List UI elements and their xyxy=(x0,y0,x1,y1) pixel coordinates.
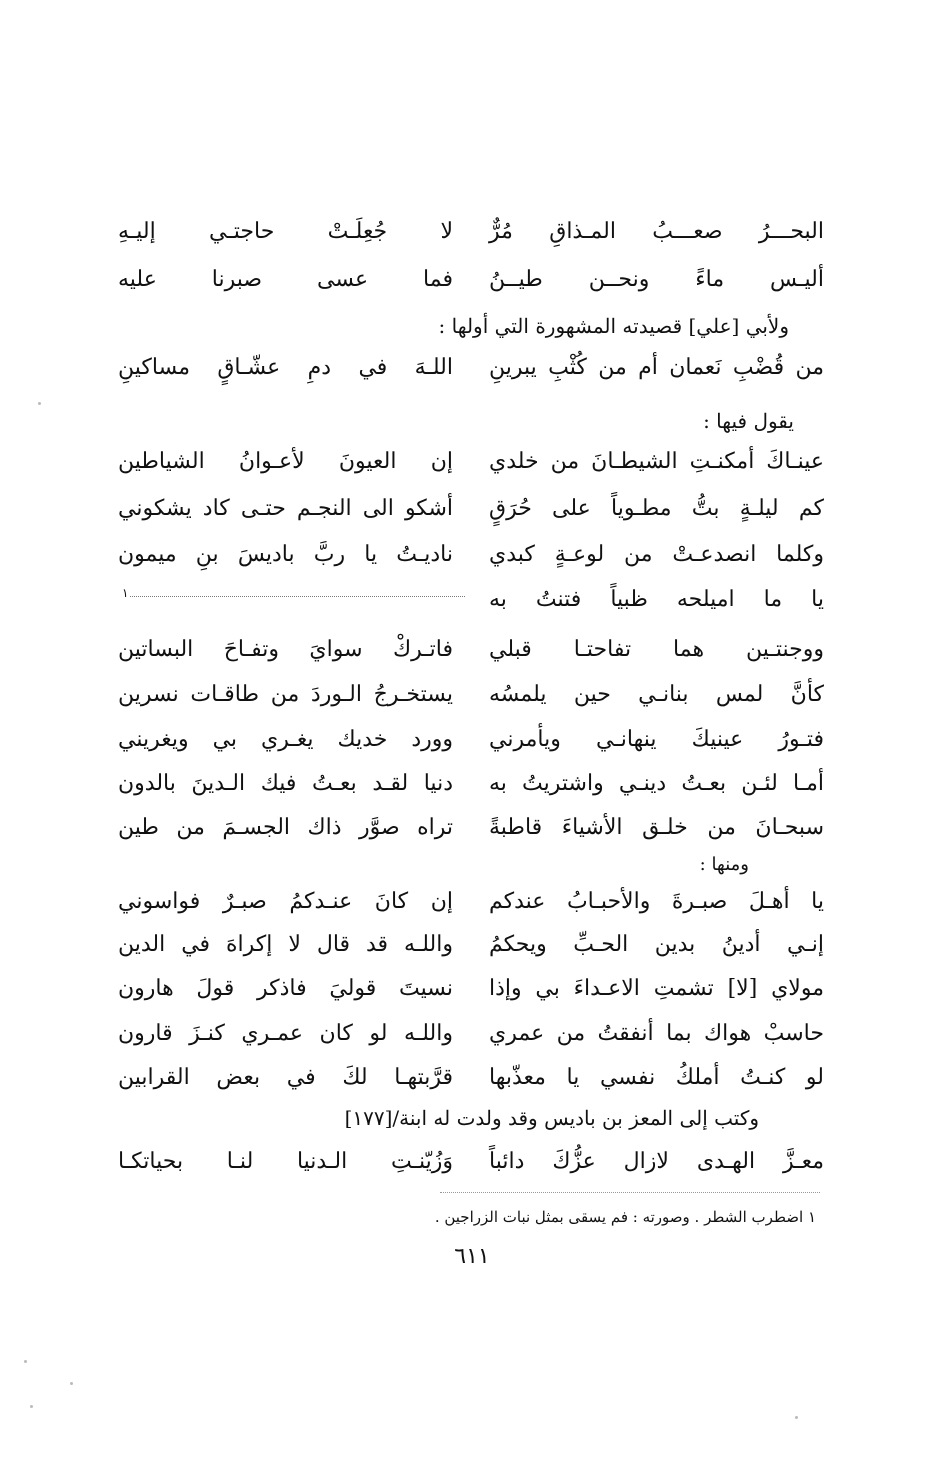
hemistich-left: يستخـرجُ الـوردَ من طاقـات نسرين xyxy=(118,682,453,707)
footnote-separator xyxy=(440,1192,820,1193)
scan-speck xyxy=(70,1382,73,1385)
scan-speck xyxy=(38,402,41,405)
hemistich-left: تراه صوَّر ذاك الجسـمَ من طين xyxy=(118,815,453,840)
page-number: ٦١١ xyxy=(454,1244,490,1269)
from-it-heading: ومنها : xyxy=(699,854,749,875)
footnote-marker: ١ xyxy=(122,586,129,600)
hemistich-right: مولاي [لا] تشمتِ الاعـداءَ بي وإذا xyxy=(489,976,824,1001)
verse-2 xyxy=(118,258,824,302)
scan-speck xyxy=(30,1405,33,1408)
scan-speck xyxy=(795,1416,798,1419)
hemistich-right: البحـــرُ صعـــبُ المـذاقِ مُرٌّ xyxy=(489,219,824,244)
hemistich-left: اللـهَ في دمِ عشّـاقٍ مساكينِ xyxy=(118,355,453,380)
hemistich-right: فتـورُ عينيكَ ينهانـي ويأمرني xyxy=(489,727,824,752)
hemistich-left: واللـه لو كان عمـري كنـزَ قارون xyxy=(118,1021,453,1046)
hemistich-right: حاسبْ هواك بما أنفقتُ من عمري xyxy=(489,1021,824,1046)
hemistich-right: أمـا لئـن بعـتُ دينـي واشتريتُ به xyxy=(489,771,824,796)
hemistich-left: واللـه قد قال لا إكراهَ في الدين xyxy=(118,932,453,957)
says-in-it-heading: يقول فيها : xyxy=(703,409,794,433)
hemistich-left: دنيا لقـد بعـتُ فيك الـدينَ بالدون xyxy=(118,771,453,796)
verse-7 xyxy=(118,578,824,622)
verse-6 xyxy=(118,533,824,577)
hemistich-right: يا ما اميلحه ظبياً فتنتُ به xyxy=(489,587,824,612)
verse-1 xyxy=(118,210,824,254)
verse-17 xyxy=(118,1056,824,1100)
verse-8 xyxy=(118,628,824,672)
verse-13 xyxy=(118,880,824,924)
hemistich-left: أشكو الى النجـم حتـى كاد يشكوني xyxy=(118,496,453,521)
scan-speck xyxy=(24,1360,27,1363)
verse-5 xyxy=(118,487,824,531)
hemistich-right: لو كنـتُ أملكُ نفسي يا معذّبها xyxy=(489,1065,824,1090)
letter-heading: وكتب إلى المعز بن باديس وقد ولدت له ابنة/[١٧٧] xyxy=(344,1106,759,1130)
hemistich-left: لا جُعِلَـتْ حاجتـي إليـهِ xyxy=(118,219,453,244)
hemistich-left: إن كانَ عنـدكمُ صبـرٌ فواسوني xyxy=(118,889,453,914)
hemistich-right: عينـاكَ أمكنـتِ الشيطـانَ من خلدي xyxy=(489,449,824,474)
hemistich-right: إنـي أدينُ بدين الحـبِّ ويحكمُ xyxy=(489,932,824,957)
hemistich-right: من قُضْبِ نَعمان أم من كُثْبِ يبرينِ xyxy=(489,355,824,380)
hemistich-right: كم ليلـةٍ بتُّ مطـوياً على حُرَقٍ xyxy=(489,496,824,521)
verse-9 xyxy=(118,673,824,717)
verse-3 xyxy=(118,346,824,390)
hemistich-left: ناديـتُ يا ربَّ باديسَ بنِ ميمون xyxy=(118,542,453,567)
hemistich-left: فاتـركْ سوايَ وتفـاحَ البساتين xyxy=(118,637,453,662)
hemistich-left: قرَّبتهـا لكَ في بعض القرابين xyxy=(118,1065,453,1090)
footnote: ١ اضطرب الشطر . وصورته : فم يسقى بمثل نبات الزراجين . xyxy=(434,1208,816,1226)
verse-14 xyxy=(118,923,824,967)
intro-poem-heading: ولأبي [علي] قصيدته المشهورة التي أولها : xyxy=(438,314,789,338)
hemistich-left: وورد خديك يغـري بي ويغريني xyxy=(118,727,453,752)
hemistich-right: وكلما انصدعـتْ من لوعـةٍ كبدي xyxy=(489,542,824,567)
missing-hemistich-dots xyxy=(130,596,465,597)
verse-11 xyxy=(118,762,824,806)
hemistich-left: وَزُيّنـتِ الـدنيا لنـا بحياتكـا xyxy=(118,1149,453,1174)
hemistich-left: إن العيونَ لأعـوانُ الشياطين xyxy=(118,449,453,474)
hemistich-right: معـزَّ الهـدى لازال عزُّكَ دائباً xyxy=(489,1149,824,1174)
hemistich-left: نسيتَ قوليَ فاذكر قولَ هارون xyxy=(118,976,453,1001)
hemistich-right: أليـس ماءً ونحــن طيــنُ xyxy=(489,267,824,292)
hemistich-right: سبحـانَ من خلـق الأشياءَ قاطبةً xyxy=(489,815,824,840)
hemistich-right: يا أهـلَ صبـرةَ والأحبـابُ عندكم xyxy=(489,889,824,914)
hemistich-right: ووجنتـين هما تفاحتـا قبلي xyxy=(489,637,824,662)
verse-10 xyxy=(118,718,824,762)
hemistich-left: فما عسى صبرنا عليه xyxy=(118,267,453,292)
verse-16 xyxy=(118,1012,824,1056)
verse-18 xyxy=(118,1140,824,1184)
verse-4 xyxy=(118,440,824,484)
hemistich-right: كأنَّ لمس بنانـي حين يلمسُه xyxy=(489,682,824,707)
verse-12 xyxy=(118,806,824,850)
verse-15 xyxy=(118,967,824,1011)
